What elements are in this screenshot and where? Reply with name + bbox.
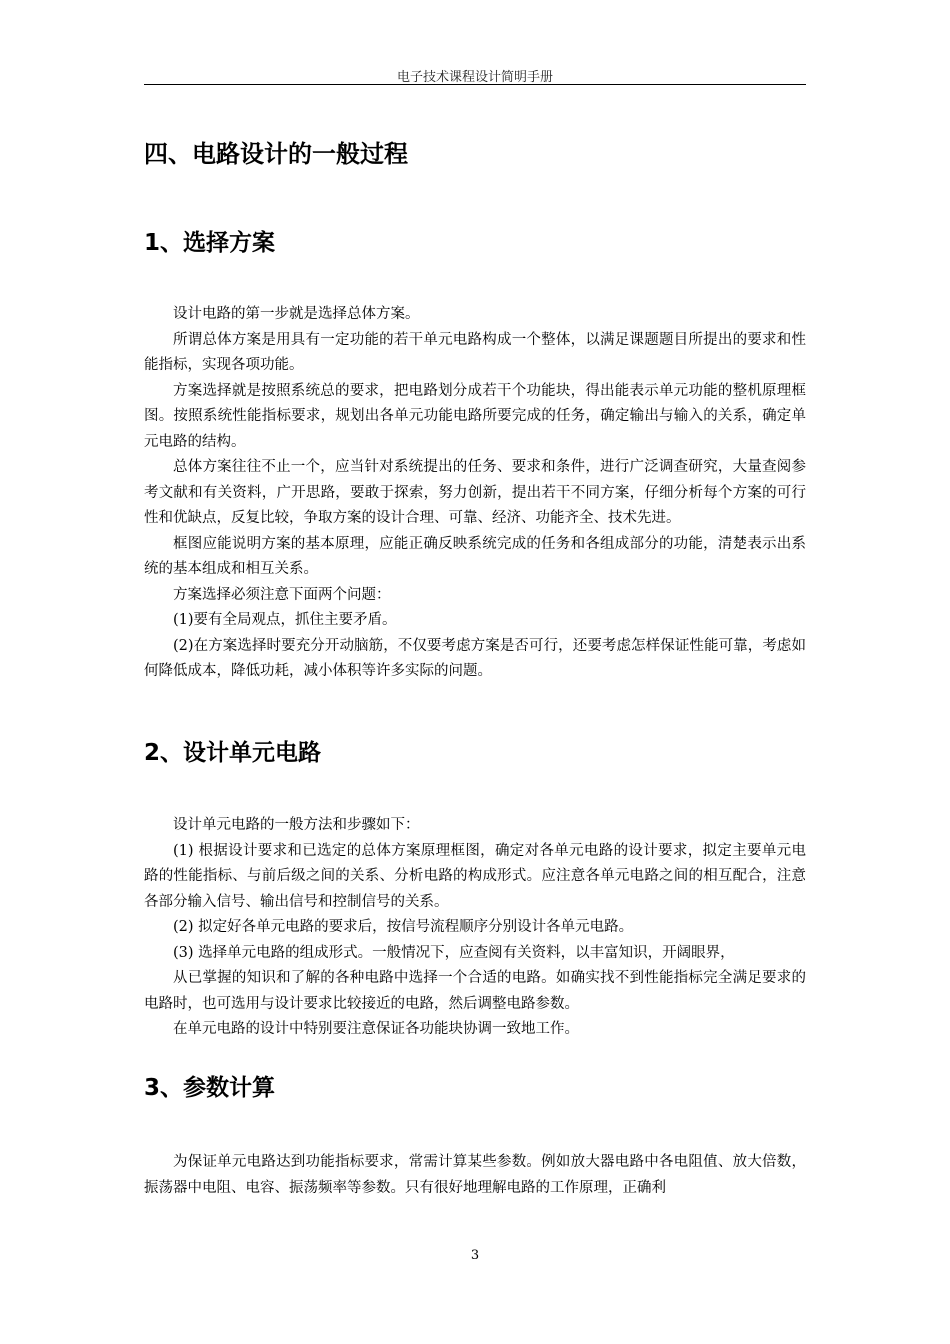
page-number: 3 bbox=[470, 1248, 480, 1263]
section-heading-1: 1、选择方案 bbox=[144, 230, 276, 256]
paragraph: (3) 选择单元电路的组成形式。一般情况下，应查阅有关资料，以丰富知识，开阔眼界， bbox=[173, 944, 735, 961]
paragraph: 总体方案往往不止一个，应当针对系统提出的任务、要求和条件，进行广泛调查研究，大量查阅参考文献和有关资料，广开思路，要敢于探索，努力创新，提出若干不同方案，仔细分析每个方案的可行性和优缺点，反复比较，争取方案的设计合理、可靠、经济、功能齐全、技术先进。 bbox=[144, 459, 806, 526]
paragraph: 方案选择就是按照系统总的要求，把电路划分成若干个功能块，得出能表示单元功能的整机原理框图。按照系统性能指标要求，规划出各单元功能电路所要完成的任务，确定输出与输入的关系，确定单元电路的结构。 bbox=[144, 382, 806, 450]
running-header: 电子技术课程设计简明手册 bbox=[396, 70, 553, 85]
section-body-2 bbox=[144, 813, 806, 1043]
section-body-3 bbox=[144, 1150, 806, 1201]
paragraph: 设计单元电路的一般方法和步骤如下： bbox=[173, 817, 420, 833]
paragraph: 在单元电路的设计中特别要注意保证各功能块协调一致地工作。 bbox=[173, 1021, 579, 1037]
section-heading-3: 3、参数计算 bbox=[144, 1075, 276, 1101]
paragraph: (2) 拟定好各单元电路的要求后，按信号流程顺序分别设计各单元电路。 bbox=[173, 919, 634, 935]
paragraph: (1)要有全局观点，抓住主要矛盾。 bbox=[173, 612, 397, 628]
paragraph: 方案选择必须注意下面两个问题： bbox=[173, 586, 391, 603]
paragraph: 从已掌握的知识和了解的各种电路中选择一个合适的电路。如确实找不到性能指标完全满足要求的电路时，也可选用与设计要求比较接近的电路，然后调整电路参数。 bbox=[144, 970, 806, 1012]
paragraph: 设计电路的第一步就是选择总体方案。 bbox=[173, 306, 420, 322]
paragraph: 所谓总体方案是用具有一定功能的若干单元电路构成一个整体，以满足课题题目所提出的要求和性能指标，实现各项功能。 bbox=[144, 331, 806, 373]
paragraph: 为保证单元电路达到功能指标要求，常需计算某些参数。例如放大器电路中各电阻值、放大倍数，振荡器中电阻、电容、振荡频率等参数。只有很好地理解电路的工作原理，正确利 bbox=[144, 1154, 806, 1196]
paragraph: (1) 根据设计要求和已选定的总体方案原理框图，确定对各单元电路的设计要求，拟定主要单元电路的性能指标、与前后级之间的关系、分析电路的构成形式。应注意各单元电路之间的相互配合，注意各部分输入信号、输出信号和控制信号的关系。 bbox=[144, 842, 806, 910]
section-body-1 bbox=[144, 302, 806, 685]
header-rule bbox=[144, 84, 806, 85]
section-heading-2: 2、设计单元电路 bbox=[144, 740, 322, 766]
chapter-title: 四、电路设计的一般过程 bbox=[144, 140, 408, 168]
paragraph: (2)在方案选择时要充分开动脑筋，不仅要考虑方案是否可行，还要考虑怎样保证性能可靠，考虑如何降低成本，降低功耗，减小体积等许多实际的问题。 bbox=[144, 637, 806, 679]
paragraph: 框图应能说明方案的基本原理，应能正确反映系统完成的任务和各组成部分的功能，清楚表示出系统的基本组成和相互关系。 bbox=[144, 535, 806, 577]
